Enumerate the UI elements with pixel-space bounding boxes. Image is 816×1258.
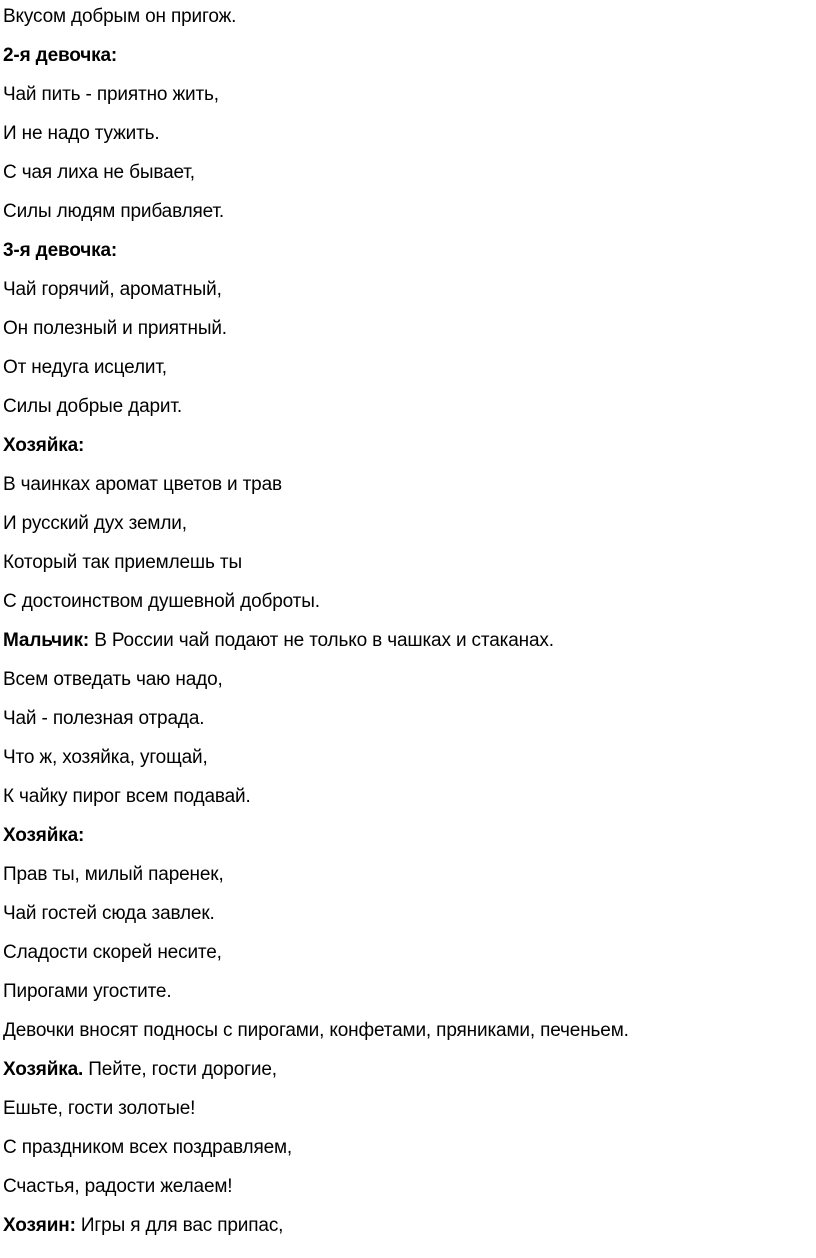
paragraph [3,1097,792,1120]
line-text: Чай горячий, ароматный, [3,279,222,300]
line-text: Он полезный и приятный. [3,318,227,339]
speaker-label: Хозяйка: [3,825,85,846]
line-text: Девочки вносят подносы с пирогами, конфетами, пряниками, печеньем. [3,1020,629,1041]
paragraph [3,434,792,457]
paragraph [3,590,792,613]
paragraph [3,668,792,691]
line-text: Чай пить - приятно жить, [3,84,219,105]
line-text: Ешьте, гости золотые! [3,1098,196,1119]
speaker-label: 2-я девочка: [3,45,118,66]
line-text: От недуга исцелит, [3,357,167,378]
paragraph [3,824,792,847]
paragraph [3,746,792,769]
paragraph [3,512,792,535]
paragraph [3,356,792,379]
paragraph [3,44,792,67]
line-text: Что ж, хозяйка, угощай, [3,747,208,768]
line-text: Силы людям прибавляет. [3,201,225,222]
line-text: Силы добрые дарит. [3,396,182,417]
paragraph [3,902,792,925]
line-text: Сладости скорей несите, [3,942,222,963]
paragraph [3,317,792,340]
paragraph [3,5,792,28]
speaker-label: Мальчик: [3,630,90,651]
line-text: С чая лиха не бывает, [3,162,195,183]
line-text: Который так приемлешь ты [3,552,242,573]
line-text: Чай - полезная отрада. [3,708,205,729]
line-text: С достоинством душевной доброты. [3,591,320,612]
paragraph [3,863,792,886]
paragraph [3,395,792,418]
paragraph [3,1214,792,1237]
line-text: Счастья, радости желаем! [3,1176,233,1197]
speaker-label: 3-я девочка: [3,240,118,261]
paragraph [3,1175,792,1198]
paragraph [3,707,792,730]
line-text: Игры я для вас припас, [75,1215,284,1236]
paragraph [3,239,792,262]
line-text: С праздником всех поздравляем, [3,1137,293,1158]
speaker-label: Хозяин: [3,1215,76,1236]
line-text: И не надо тужить. [3,123,160,144]
paragraph [3,785,792,808]
speaker-label: Хозяйка: [3,435,85,456]
speaker-label: Хозяйка. [3,1059,84,1080]
paragraph [3,551,792,574]
paragraph [3,1019,792,1042]
paragraph [3,473,792,496]
line-text: Вкусом добрым он пригож. [3,6,237,27]
paragraph [3,200,792,223]
line-text: В России чай подают не только в чашках и стаканах. [89,630,554,651]
paragraph [3,1136,792,1159]
line-text: И русский дух земли, [3,513,187,534]
line-text: Всем отведать чаю надо, [3,669,223,690]
line-text: Чай гостей сюда завлек. [3,903,215,924]
paragraph [3,629,792,652]
paragraph [3,941,792,964]
paragraph [3,980,792,1003]
line-text: Пейте, гости дорогие, [83,1059,277,1080]
line-text: Прав ты, милый паренек, [3,864,224,885]
line-text: К чайку пирог всем подавай. [3,786,251,807]
paragraph [3,161,792,184]
line-text: Пирогами угостите. [3,981,172,1002]
paragraph [3,1058,792,1081]
paragraph [3,278,792,301]
line-text: В чаинках аромат цветов и трав [3,474,282,495]
paragraph [3,83,792,106]
paragraph [3,122,792,145]
